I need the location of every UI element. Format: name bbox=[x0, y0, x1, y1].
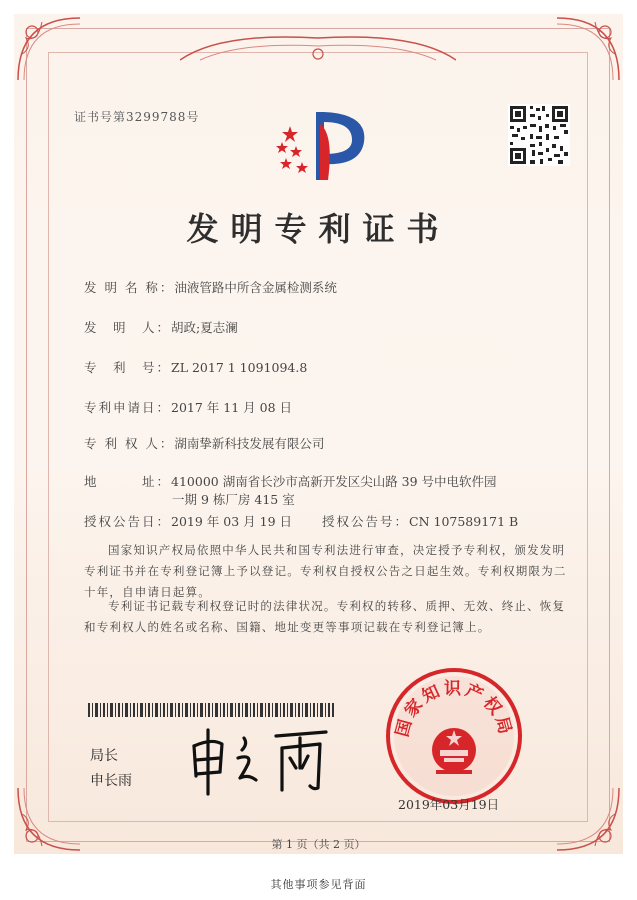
body-paragraph-2: 专利证书记载专利权登记时的法律状况。专利权的转移、质押、无效、终止、恢复和专利权人的姓名或名称、国籍、地址变更等事项记载在专利登记簿上。 bbox=[84, 599, 566, 634]
handwritten-signature bbox=[186, 724, 331, 796]
barcode-icon bbox=[88, 703, 334, 717]
address-line-1: 410000 湖南省长沙市高新开发区尖山路 39 号中电软件园 bbox=[171, 474, 497, 489]
footer-note: 其他事项参见背面 bbox=[270, 878, 367, 891]
director-name: 申长雨 bbox=[90, 773, 132, 789]
invention-name-row bbox=[84, 278, 337, 296]
grant-number-label: 授权公告号： bbox=[322, 514, 410, 529]
director-title: 局长 bbox=[90, 748, 118, 764]
page-number: 第 1 页（共 2 页） bbox=[271, 838, 366, 851]
grant-number-row bbox=[322, 512, 518, 530]
invention-name-label: 发 明 名 称： bbox=[84, 280, 175, 295]
body-paragraph-1: 国家知识产权局依照中华人民共和国专利法进行审查，决定授予专利权，颁发发明专利证书并在专利登记簿上予以登记。专利权自授权公告之日起生效。专利权期限为二十年，自申请日起算。 bbox=[84, 543, 567, 599]
inventors-label: 发 明 人： bbox=[84, 320, 172, 335]
patentee-row bbox=[84, 434, 324, 452]
inventors-row bbox=[84, 318, 238, 336]
seal-date: 2019年03月19日 bbox=[398, 797, 500, 812]
certificate-number: 证书号第3299788号 bbox=[74, 110, 200, 124]
patentee-label: 专 利 权 人： bbox=[84, 436, 175, 451]
patent-number-label: 专 利 号： bbox=[84, 360, 172, 375]
seal-text: 国家知识产权局 bbox=[392, 679, 516, 739]
top-ornament bbox=[180, 30, 456, 70]
certificate-title: 发明专利证书 bbox=[186, 210, 451, 248]
official-seal bbox=[384, 666, 524, 806]
corner-ornament bbox=[553, 14, 623, 84]
grant-date: 2019 年 03 月 19 日 bbox=[171, 514, 293, 529]
qr-code-icon bbox=[508, 104, 570, 166]
filing-date-label: 专利申请日： bbox=[84, 400, 172, 415]
address-line-2: 一期 9 栋厂房 415 室 bbox=[172, 492, 295, 507]
invention-name: 油液管路中所含金属检测系统 bbox=[174, 280, 337, 295]
patent-number-row bbox=[84, 358, 307, 376]
grant-date-row bbox=[84, 512, 292, 530]
inventors: 胡政;夏志澜 bbox=[171, 320, 238, 335]
patentee: 湖南挚新科技发展有限公司 bbox=[174, 436, 325, 451]
filing-date-row bbox=[84, 398, 292, 416]
cnipa-logo-icon bbox=[268, 104, 378, 184]
filing-date: 2017 年 11 月 08 日 bbox=[171, 400, 293, 415]
address-row bbox=[84, 472, 497, 490]
corner-ornament bbox=[14, 14, 84, 84]
grant-date-label: 授权公告日： bbox=[84, 514, 172, 529]
grant-number: CN 107589171 B bbox=[409, 514, 519, 529]
patent-number: ZL 2017 1 1091094.8 bbox=[171, 360, 308, 375]
address-label: 地 址： bbox=[84, 474, 172, 489]
